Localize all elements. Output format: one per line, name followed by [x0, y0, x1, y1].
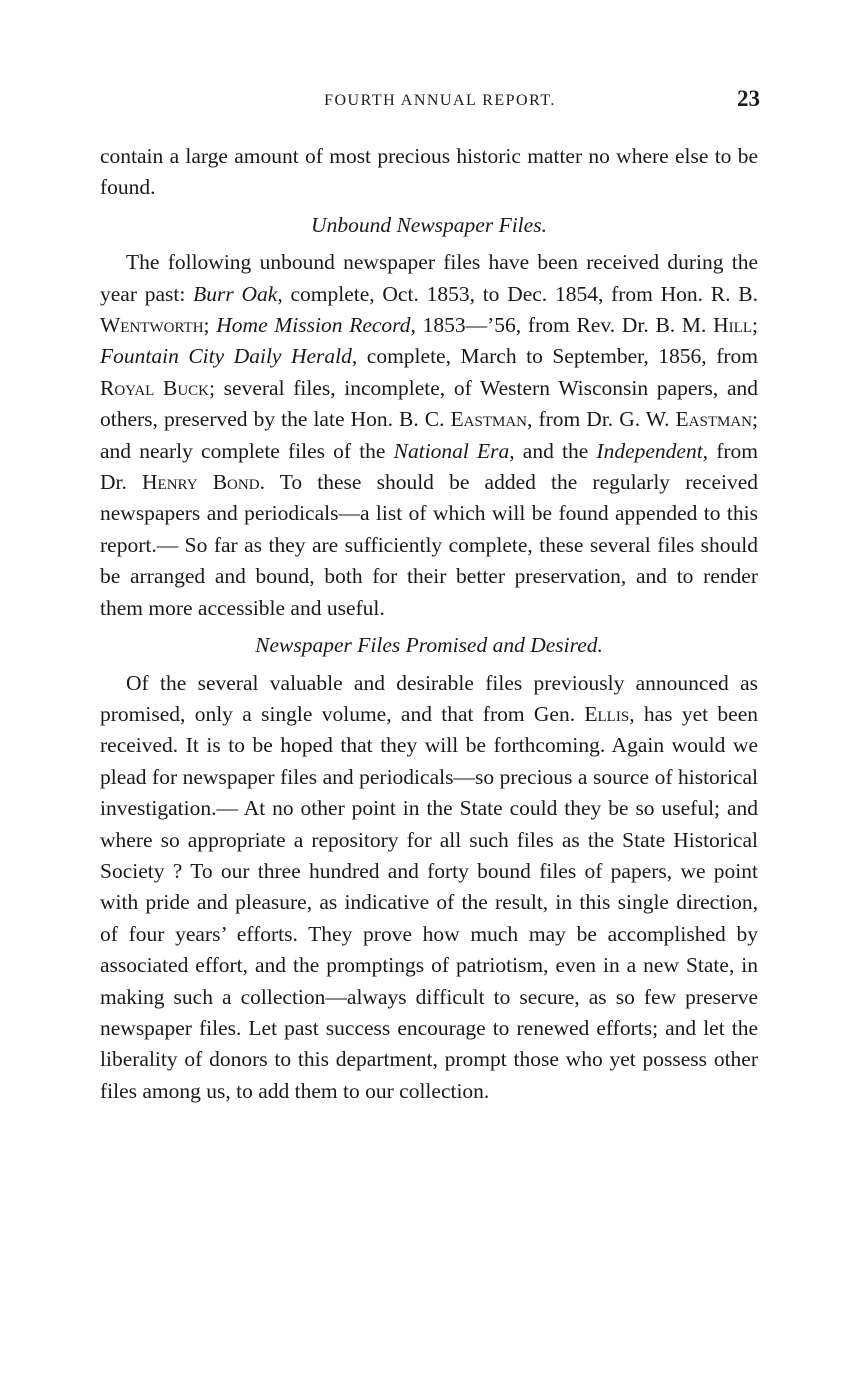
page-number: 23 [737, 86, 760, 111]
text-run: , has yet been received. It is to be hoped that they will be forthcoming. Again would we plead for newspaper files and periodicals—so precious a source of historical investigation.— At no other point in the State could they be so useful; and where so appropriate a repository for all such files as the State Historical Society ? To our three hundred and forty bound files of papers, we point with pride and pleasure, as indicative of the result, in this single direction, of four years’ efforts. They prove how much may be accomplished by associated effort, and the promptings of patriotism, even in a new State, in making such a collection—always difficult to secure, as so few preserve newspaper files. Let past success encourage to renewed efforts; and let the liberality of donors to this department, prompt those who yet possess other files among us, to add them to our collection. [100, 701, 758, 1103]
name-eastman: Eastman [450, 407, 528, 432]
text-run: Of the several valuable and desirable files previously announced as promised, only a single volume, and that from Gen. [100, 670, 758, 726]
body-text [100, 141, 758, 1107]
title-independent: Independent [596, 438, 703, 463]
text-run: ; and nearly complete files of the [100, 407, 758, 463]
title-burr-oak: Burr Oak [193, 281, 278, 306]
text-run: ; [752, 313, 758, 338]
section-heading-newspaper-files-promised: Newspaper Files Promised and Desired. [255, 633, 603, 658]
continued-paragraph: contain a large amount of most precious historic matter no where else to be found. [100, 144, 758, 200]
text-run: , complete, March to September, 1856, from [351, 344, 758, 369]
name-royal-buck: Royal Buck [100, 375, 210, 400]
text-run: , from Dr. G. W. [527, 407, 676, 432]
text-run: . To these should be added the regularly received newspapers and periodicals—a list of which will be found appended to this report.— So far as they are sufficiently complete, these several files should be arranged and bound, both for their better preservation, and to render them more accessible and useful. [100, 470, 758, 620]
text-run: , and the [509, 438, 597, 463]
name-hill: Hill [713, 313, 753, 338]
section-heading-unbound-newspaper-files: Unbound Newspaper Files. [311, 212, 547, 237]
running-head [100, 86, 760, 116]
promised-files-paragraph [100, 668, 758, 1108]
text-run: ; [203, 313, 217, 338]
text-run: , complete, Oct. 1853, to Dec. 1854, from Hon. R. B. [277, 281, 758, 306]
title-home-mission-record: Home Mission Record [216, 313, 411, 338]
text-run: The following unbound newspaper files have been received during the year past: [100, 250, 758, 306]
name-ellis: Ellis [584, 701, 630, 726]
unbound-files-paragraph [100, 247, 758, 624]
name-henry-bond: Henry Bond [142, 470, 260, 495]
text-run: , from Dr. [100, 438, 758, 495]
title-national-era: National Era [393, 438, 510, 463]
text-run: ; several files, incomplete, of Western Wisconsin papers, and others, preserved by the late Hon. B. C. [100, 375, 758, 432]
title-fountain-city-daily-herald: Fountain City Daily Herald [100, 344, 352, 369]
name-wentworth: Wentworth [100, 313, 204, 338]
text-run: , 1853—’56, from Rev. Dr. B. M. [410, 313, 714, 338]
name-eastman: Eastman [675, 407, 753, 432]
running-title: FOURTH ANNUAL REPORT. [324, 92, 556, 109]
